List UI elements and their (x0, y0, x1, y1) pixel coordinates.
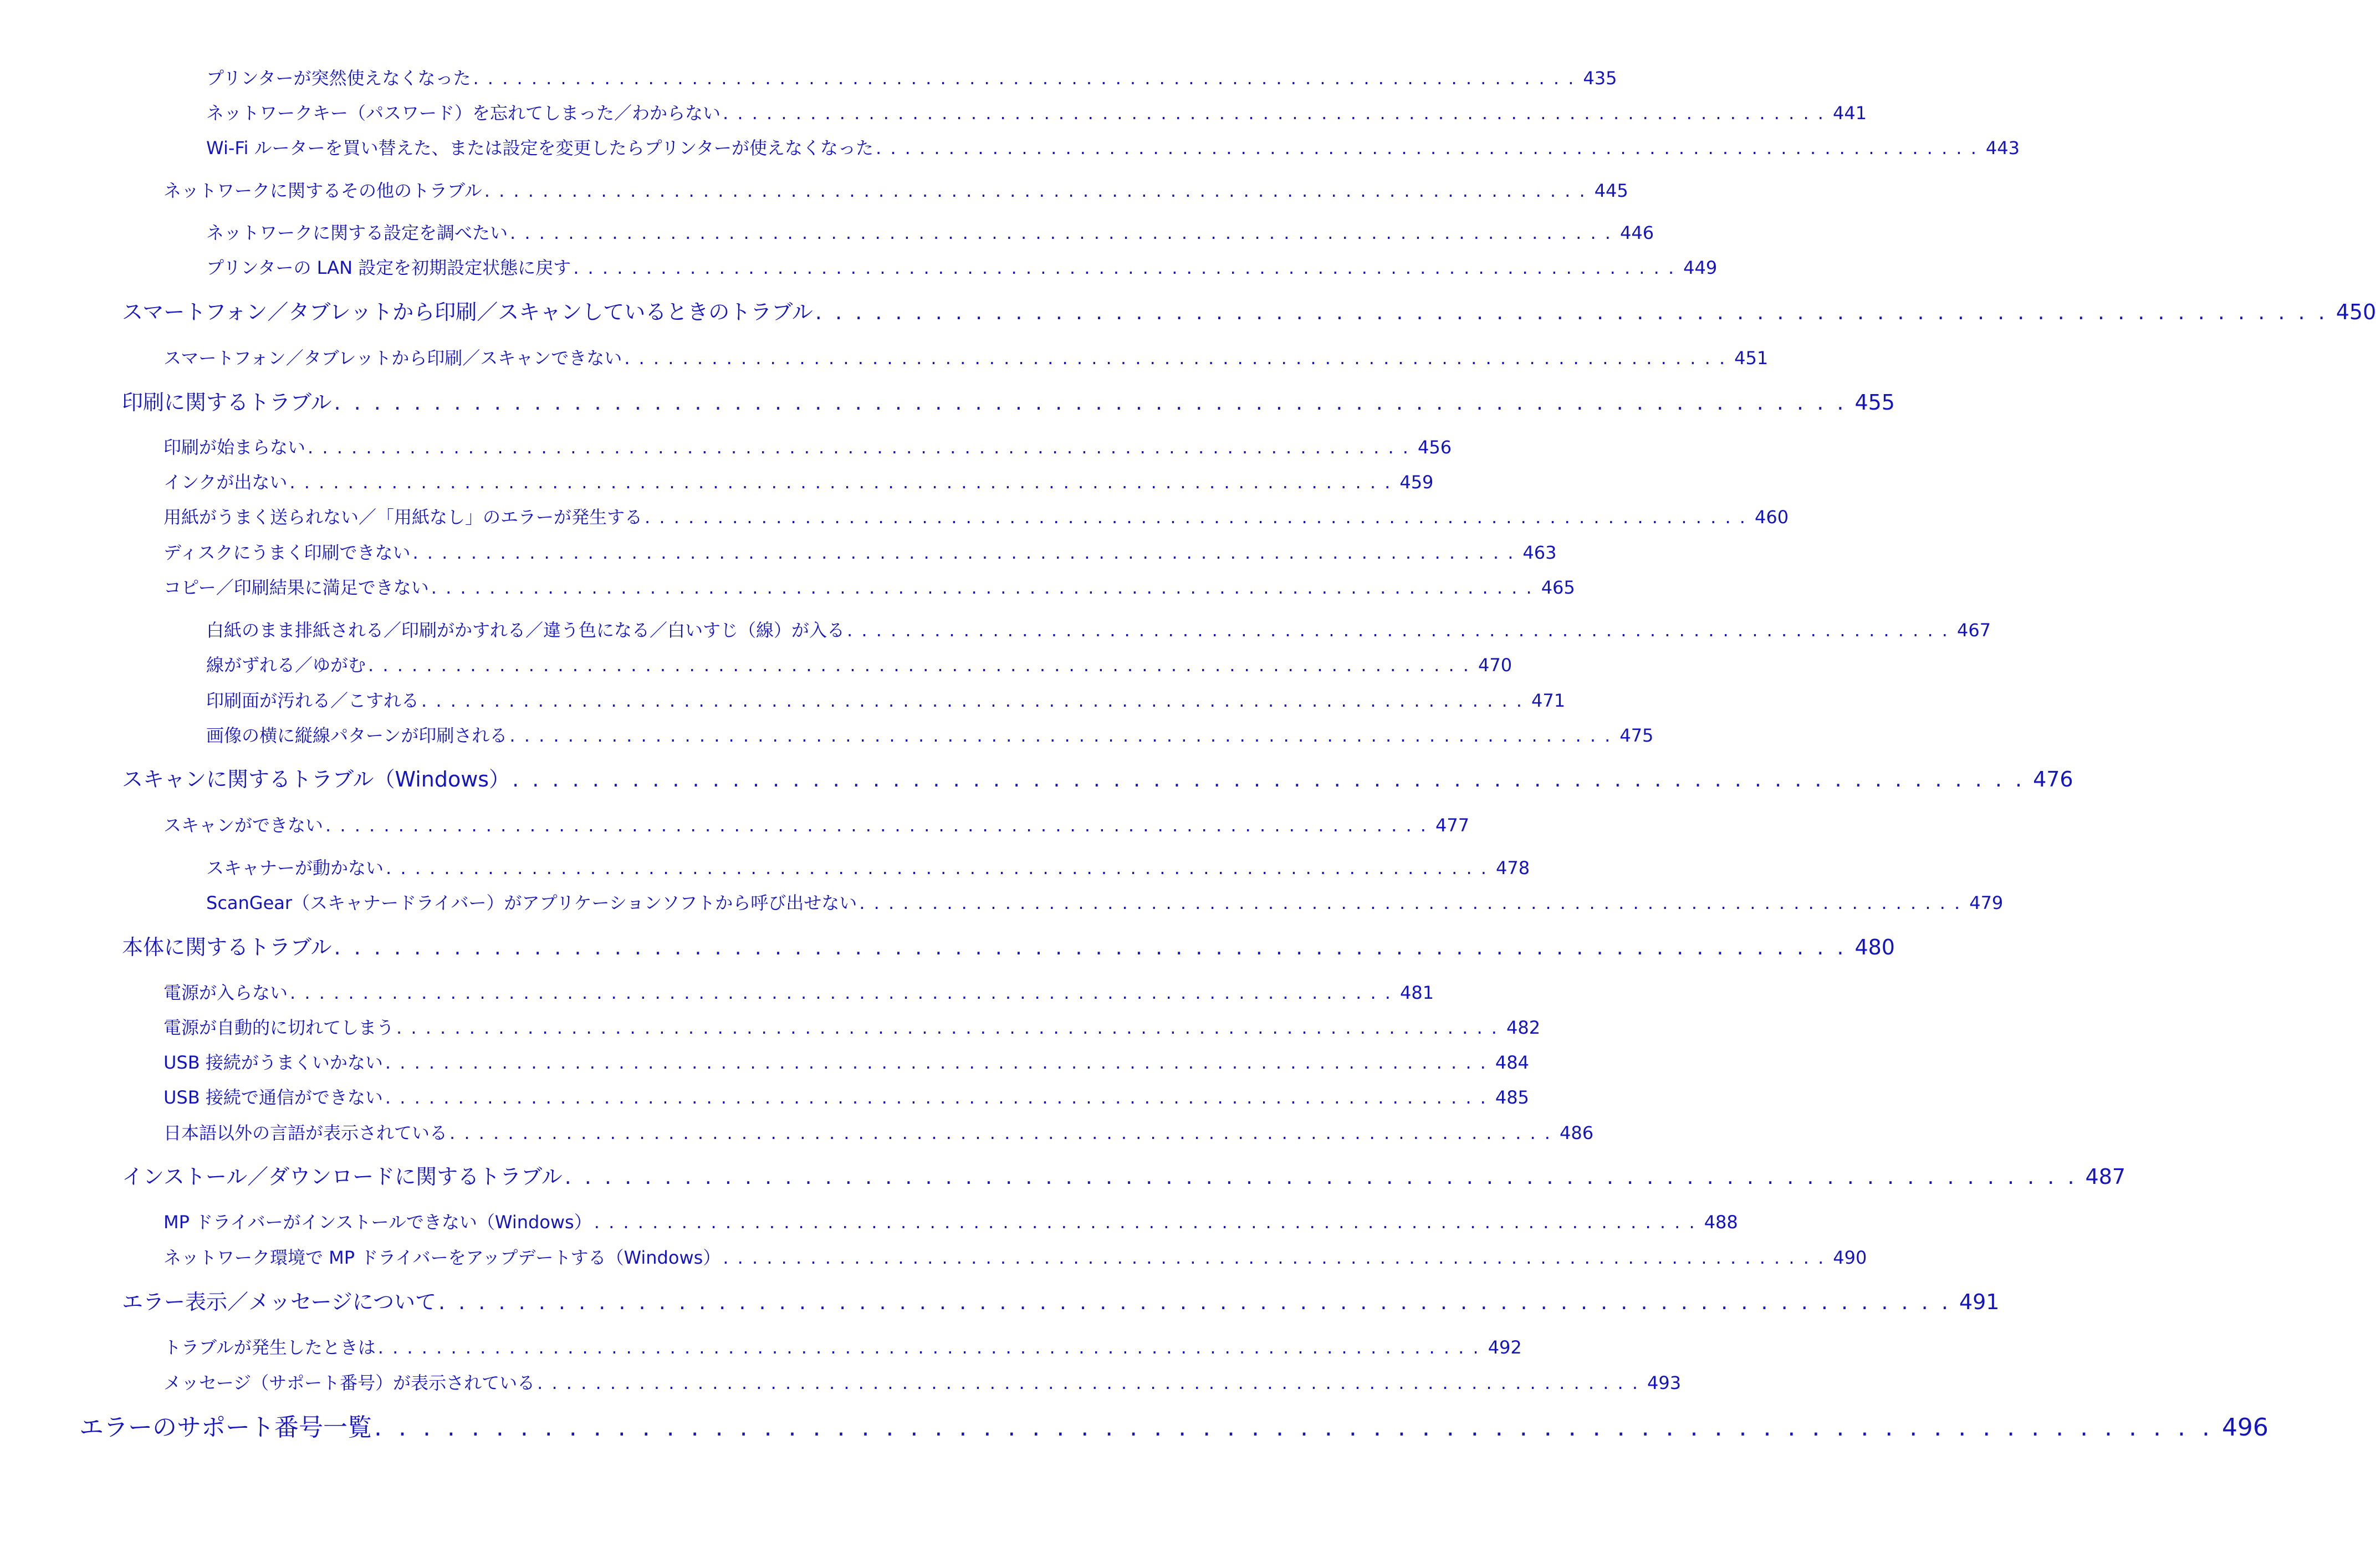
dot-leader: . . . . . . . . . . . . . . . . . . . . . . . . . . . . . . . . . . . . . . . . . . . . . . . . . . . . . . . . . . . . . . . . . . . . . . . . . . . . (308, 437, 1410, 458)
toc-page-number: 476 (2033, 767, 2073, 791)
dot-leader: . . . . . . . . . . . . . . . . . . . . . . . . . . . . . . . . . . . . . . . . . . . . . . . . . . . . . . . . . . . . . . . . . . . . . . . . . . . . (875, 137, 1978, 159)
toc-entry-title: ネットワークに関する設定を調べたい (206, 222, 508, 243)
toc-page-number: 456 (1417, 437, 1452, 458)
toc-entry-title: インクが出ない (163, 472, 288, 493)
toc-entry-title: ScanGear（スキャナードライバー）がアプリケーションソフトから呼び出せない (206, 892, 857, 913)
toc-entry[interactable] (163, 1208, 1738, 1234)
toc-page-number: 455 (1854, 390, 1895, 415)
dot-leader: . . . . . . . . . . . . . . . . . . . . . . . . . . . . . . . . . . . . . . . . . . . . . . . . . . . . . . . . . . . . . . . . . . . . . . . . . . . . (624, 348, 1727, 369)
toc-entry-title: 白紙のまま排紙される／印刷がかすれる／違う色になる／白いすじ（線）が入る (206, 620, 845, 641)
dot-leader: . . . . . . . . . . . . . . . . . . . . . . . . . . . . . . . . . . . . . . . . . . . . . . . . . . . . . . . . . . . . . . . . . . . . . . . . . . . . (564, 1164, 2078, 1189)
toc-entry[interactable] (206, 219, 1654, 244)
toc-page-number: 460 (1754, 507, 1789, 528)
toc-entry-title: USB 接続がうまくいかない (163, 1052, 383, 1073)
dot-leader: . . . . . . . . . . . . . . . . . . . . . . . . . . . . . . . . . . . . . . . . . . . . . . . . . . . . . . . . . . . . . . . . . . . . . . . . . . . . (484, 180, 1587, 201)
toc-entry-title: プリンターが突然使えなくなった (206, 68, 471, 89)
toc-page-number: 459 (1399, 472, 1434, 493)
toc-entry[interactable] (163, 1049, 1529, 1074)
toc-entry[interactable] (163, 574, 1575, 599)
toc-entry-title: コピー／印刷結果に満足できない (163, 577, 429, 598)
toc-entry[interactable] (122, 930, 1895, 961)
toc-entry[interactable] (163, 344, 1769, 370)
toc-entry[interactable] (206, 99, 1867, 125)
toc-entry-title: 線がずれる／ゆがむ (206, 655, 366, 676)
toc-entry-title: スマートフォン／タブレットから印刷／スキャンしているときのトラブル (122, 300, 813, 324)
toc-entry-title: 印刷が始まらない (163, 437, 306, 458)
toc-entry-title: スキャナーが動かない (206, 857, 384, 879)
dot-leader: . . . . . . . . . . . . . . . . . . . . . . . . . . . . . . . . . . . . . . . . . . . . . . . . . . . . . . . . . . . . . . . . . . . . . . . . . . . . (594, 1212, 1697, 1233)
dot-leader: . . . . . . . . . . . . . . . . . . . . . . . . . . . . . . . . . . . . . . . . . . . . . . . . . . . . . . . . . . . . . . . . . . . . . . . . . . . . (431, 577, 1534, 598)
toc-entry-title: インストール／ダウンロードに関するトラブル (122, 1164, 563, 1189)
toc-page-number: 435 (1583, 68, 1617, 89)
toc-entry[interactable] (122, 1285, 2000, 1315)
toc-entry[interactable] (163, 811, 1470, 837)
toc-page-number: 470 (1478, 655, 1513, 676)
dot-leader: . . . . . . . . . . . . . . . . . . . . . . . . . . . . . . . . . . . . . . . . . . . . . . . . . . . . . . . . . . . . . . . . . . . . . . . . . . . . (374, 1413, 2214, 1442)
toc-entry[interactable] (163, 1084, 1529, 1109)
toc-entry[interactable] (206, 64, 1617, 90)
dot-leader: . . . . . . . . . . . . . . . . . . . . . . . . . . . . . . . . . . . . . . . . . . . . . . . . . . . . . . . . . . . . . . . . . . . . . . . . . . . . (386, 857, 1488, 879)
toc-page-number: 471 (1531, 690, 1566, 711)
toc-page-number: 445 (1594, 180, 1628, 201)
toc-entry[interactable] (206, 889, 2004, 915)
toc-page-number: 480 (1854, 935, 1895, 959)
dot-leader: . . . . . . . . . . . . . . . . . . . . . . . . . . . . . . . . . . . . . . . . . . . . . . . . . . . . . . . . . . . . . . . . . . . . . . . . . . . . (847, 620, 1949, 641)
dot-leader: . . . . . . . . . . . . . . . . . . . . . . . . . . . . . . . . . . . . . . . . . . . . . . . . . . . . . . . . . . . . . . . . . . . . . . . . . . . . (645, 507, 1747, 528)
toc-entry[interactable] (163, 433, 1452, 459)
dot-leader: . . . . . . . . . . . . . . . . . . . . . . . . . . . . . . . . . . . . . . . . . . . . . . . . . . . . . . . . . . . . . . . . . . . . . . . . . . . . (412, 542, 1515, 563)
toc-entry-title: メッセージ（サポート番号）が表示されている (163, 1372, 535, 1393)
toc-entry[interactable] (206, 651, 1513, 677)
toc-entry[interactable] (206, 722, 1654, 747)
toc-entry[interactable] (163, 539, 1557, 564)
toc-entry[interactable] (122, 385, 1895, 416)
toc-page-number: 481 (1399, 982, 1434, 1003)
toc-entry-title: スマートフォン／タブレットから印刷／スキャンできない (163, 348, 622, 369)
toc-entry[interactable] (163, 1369, 1682, 1395)
dot-leader: . . . . . . . . . . . . . . . . . . . . . . . . . . . . . . . . . . . . . . . . . . . . . . . . . . . . . . . . . . . . . . . . . . . . . . . . . . . . (512, 767, 2026, 791)
toc-entry-title: ネットワーク環境で MP ドライバーをアップデートする（Windows） (163, 1247, 721, 1268)
dot-leader: . . . . . . . . . . . . . . . . . . . . . . . . . . . . . . . . . . . . . . . . . . . . . . . . . . . . . . . . . . . . . . . . . . . . . . . . . . . . (723, 103, 1825, 124)
toc-entry[interactable] (206, 254, 1718, 279)
toc-page-number: 475 (1619, 725, 1654, 746)
dot-leader: . . . . . . . . . . . . . . . . . . . . . . . . . . . . . . . . . . . . . . . . . . . . . . . . . . . . . . . . . . . . . . . . . . . . . . . . . . . . (859, 892, 1962, 913)
dot-leader: . . . . . . . . . . . . . . . . . . . . . . . . . . . . . . . . . . . . . . . . . . . . . . . . . . . . . . . . . . . . . . . . . . . . . . . . . . . . (385, 1087, 1488, 1108)
dot-leader: . . . . . . . . . . . . . . . . . . . . . . . . . . . . . . . . . . . . . . . . . . . . . . . . . . . . . . . . . . . . . . . . . . . . . . . . . . . . (334, 935, 1847, 959)
dot-leader: . . . . . . . . . . . . . . . . . . . . . . . . . . . . . . . . . . . . . . . . . . . . . . . . . . . . . . . . . . . . . . . . . . . . . . . . . . . . (449, 1122, 1552, 1143)
toc-page-number: 493 (1647, 1372, 1682, 1393)
dot-leader: . . . . . . . . . . . . . . . . . . . . . . . . . . . . . . . . . . . . . . . . . . . . . . . . . . . . . . . . . . . . . . . . . . . . . . . . . . . . (438, 1290, 1951, 1314)
toc-entry-title: 電源が入らない (163, 982, 288, 1003)
toc-entry[interactable] (163, 503, 1789, 529)
toc-entry-title: ネットワークに関するその他のトラブル (163, 180, 482, 201)
toc-page-number: 485 (1495, 1087, 1529, 1108)
toc-entry[interactable] (206, 134, 2020, 160)
dot-leader: . . . . . . . . . . . . . . . . . . . . . . . . . . . . . . . . . . . . . . . . . . . . . . . . . . . . . . . . . . . . . . . . . . . . . . . . . . . . (334, 390, 1847, 415)
toc-page-number: 463 (1522, 542, 1557, 563)
toc-entry[interactable] (122, 762, 2073, 793)
toc-page-number: 488 (1704, 1212, 1738, 1233)
dot-leader: . . . . . . . . . . . . . . . . . . . . . . . . . . . . . . . . . . . . . . . . . . . . . . . . . . . . . . . . . . . . . . . . . . . . . . . . . . . . (573, 257, 1676, 278)
toc-entry[interactable] (163, 177, 1628, 202)
toc-entry-title: 画像の横に縦線パターンが印刷される (206, 725, 508, 746)
toc-entry-title: スキャンができない (163, 815, 324, 836)
toc-entry[interactable] (163, 1244, 1867, 1269)
toc-entry[interactable] (206, 616, 1991, 642)
dot-leader: . . . . . . . . . . . . . . . . . . . . . . . . . . . . . . . . . . . . . . . . . . . . . . . . . . . . . . . . . . . . . . . . . . . . . . . . . . . . (325, 815, 1428, 836)
toc-entry-title: 電源が自動的に切れてしまう (163, 1017, 395, 1038)
toc-entry-title: 本体に関するトラブル (122, 935, 332, 959)
toc-entry[interactable] (163, 1014, 1541, 1039)
toc-entry[interactable] (163, 1334, 1522, 1359)
toc-page-number: 465 (1541, 577, 1575, 598)
dot-leader: . . . . . . . . . . . . . . . . . . . . . . . . . . . . . . . . . . . . . . . . . . . . . . . . . . . . . . . . . . . . . . . . . . . . . . . . . . . . (473, 68, 1576, 89)
toc-entry-title: MP ドライバーがインストールできない（Windows） (163, 1212, 592, 1233)
dot-leader: . . . . . . . . . . . . . . . . . . . . . . . . . . . . . . . . . . . . . . . . . . . . . . . . . . . . . . . . . . . . . . . . . . . . . . . . . . . . (385, 1052, 1488, 1073)
toc-page-number: 477 (1435, 815, 1470, 836)
toc-entry-title: エラーのサポート番号一覧 (79, 1413, 372, 1442)
toc-page-number: 443 (1985, 137, 2020, 159)
toc-page-number: 496 (2221, 1413, 2268, 1442)
toc-page-number: 449 (1683, 257, 1718, 278)
dot-leader: . . . . . . . . . . . . . . . . . . . . . . . . . . . . . . . . . . . . . . . . . . . . . . . . . . . . . . . . . . . . . . . . . . . . . . . . . . . . (510, 222, 1612, 243)
toc-entry[interactable] (163, 979, 1434, 1004)
toc-entry[interactable] (122, 1160, 2126, 1190)
dot-leader: . . . . . . . . . . . . . . . . . . . . . . . . . . . . . . . . . . . . . . . . . . . . . . . . . . . . . . . . . . . . . . . . . . . . . . . . . . . . (368, 655, 1470, 676)
toc-page-number: 451 (1734, 348, 1769, 369)
toc-page-number: 450 (2336, 300, 2376, 324)
toc-page-number: 486 (1559, 1122, 1594, 1143)
toc-entry-title: 用紙がうまく送られない／「用紙なし」のエラーが発生する (163, 507, 643, 528)
dot-leader: . . . . . . . . . . . . . . . . . . . . . . . . . . . . . . . . . . . . . . . . . . . . . . . . . . . . . . . . . . . . . . . . . . . . . . . . . . . . (509, 725, 1612, 746)
toc-page-number: 490 (1833, 1247, 1867, 1268)
toc-page-number: 491 (1959, 1290, 2000, 1314)
toc-page-number: 487 (2085, 1164, 2126, 1189)
dot-leader: . . . . . . . . . . . . . . . . . . . . . . . . . . . . . . . . . . . . . . . . . . . . . . . . . . . . . . . . . . . . . . . . . . . . . . . . . . . . (377, 1337, 1480, 1358)
toc-entry-title: エラー表示／メッセージについて (122, 1290, 436, 1314)
dot-leader: . . . . . . . . . . . . . . . . . . . . . . . . . . . . . . . . . . . . . . . . . . . . . . . . . . . . . . . . . . . . . . . . . . . . . . . . . . . . (396, 1017, 1499, 1038)
dot-leader: . . . . . . . . . . . . . . . . . . . . . . . . . . . . . . . . . . . . . . . . . . . . . . . . . . . . . . . . . . . . . . . . . . . . . . . . . . . . (290, 982, 1392, 1003)
toc-entry[interactable] (206, 687, 1566, 712)
toc-page-number: 478 (1495, 857, 1530, 879)
toc-entry-title: Wi-Fi ルーターを買い替えた、または設定を変更したらプリンターが使えなくなった (206, 137, 873, 159)
toc-entry-title: 印刷面が汚れる／こすれる (206, 690, 420, 711)
toc-page-number: 482 (1506, 1017, 1541, 1038)
toc-entry[interactable] (206, 854, 1530, 880)
toc-entry-title: ディスクにうまく印刷できない (163, 542, 411, 563)
toc-entry-title: 日本語以外の言語が表示されている (163, 1122, 448, 1143)
toc-entry-title: 印刷に関するトラブル (122, 390, 332, 415)
toc-page-number: 467 (1956, 620, 1991, 641)
toc-page-number: 479 (1969, 892, 2004, 913)
toc-page-number: 446 (1619, 222, 1654, 243)
dot-leader: . . . . . . . . . . . . . . . . . . . . . . . . . . . . . . . . . . . . . . . . . . . . . . . . . . . . . . . . . . . . . . . . . . . . . . . . . . . . (537, 1372, 1640, 1393)
toc-page-number: 484 (1495, 1052, 1529, 1073)
toc-entry[interactable] (122, 295, 2376, 325)
toc-entry[interactable] (163, 468, 1434, 494)
toc-page-number: 492 (1488, 1337, 1522, 1358)
toc-entry-title: スキャンに関するトラブル（Windows） (122, 767, 510, 791)
toc-entry-title: トラブルが発生したときは (163, 1337, 376, 1358)
dot-leader: . . . . . . . . . . . . . . . . . . . . . . . . . . . . . . . . . . . . . . . . . . . . . . . . . . . . . . . . . . . . . . . . . . . . . . . . . . . . (289, 472, 1392, 493)
toc-entry[interactable] (163, 1119, 1594, 1145)
dot-leader: . . . . . . . . . . . . . . . . . . . . . . . . . . . . . . . . . . . . . . . . . . . . . . . . . . . . . . . . . . . . . . . . . . . . . . . . . . . . (421, 690, 1524, 711)
dot-leader: . . . . . . . . . . . . . . . . . . . . . . . . . . . . . . . . . . . . . . . . . . . . . . . . . . . . . . . . . . . . . . . . . . . . . . . . . . . . (815, 300, 2328, 324)
dot-leader: . . . . . . . . . . . . . . . . . . . . . . . . . . . . . . . . . . . . . . . . . . . . . . . . . . . . . . . . . . . . . . . . . . . . . . . . . . . . (723, 1247, 1826, 1268)
toc-entry-title: ネットワークキー（パスワード）を忘れてしまった／わからない (206, 103, 721, 124)
toc-entry-title: USB 接続で通信ができない (163, 1087, 383, 1108)
toc-entry-title: プリンターの LAN 設定を初期設定状態に戻す (206, 257, 571, 278)
toc-page-number: 441 (1832, 103, 1867, 124)
toc-entry[interactable] (79, 1407, 2268, 1443)
